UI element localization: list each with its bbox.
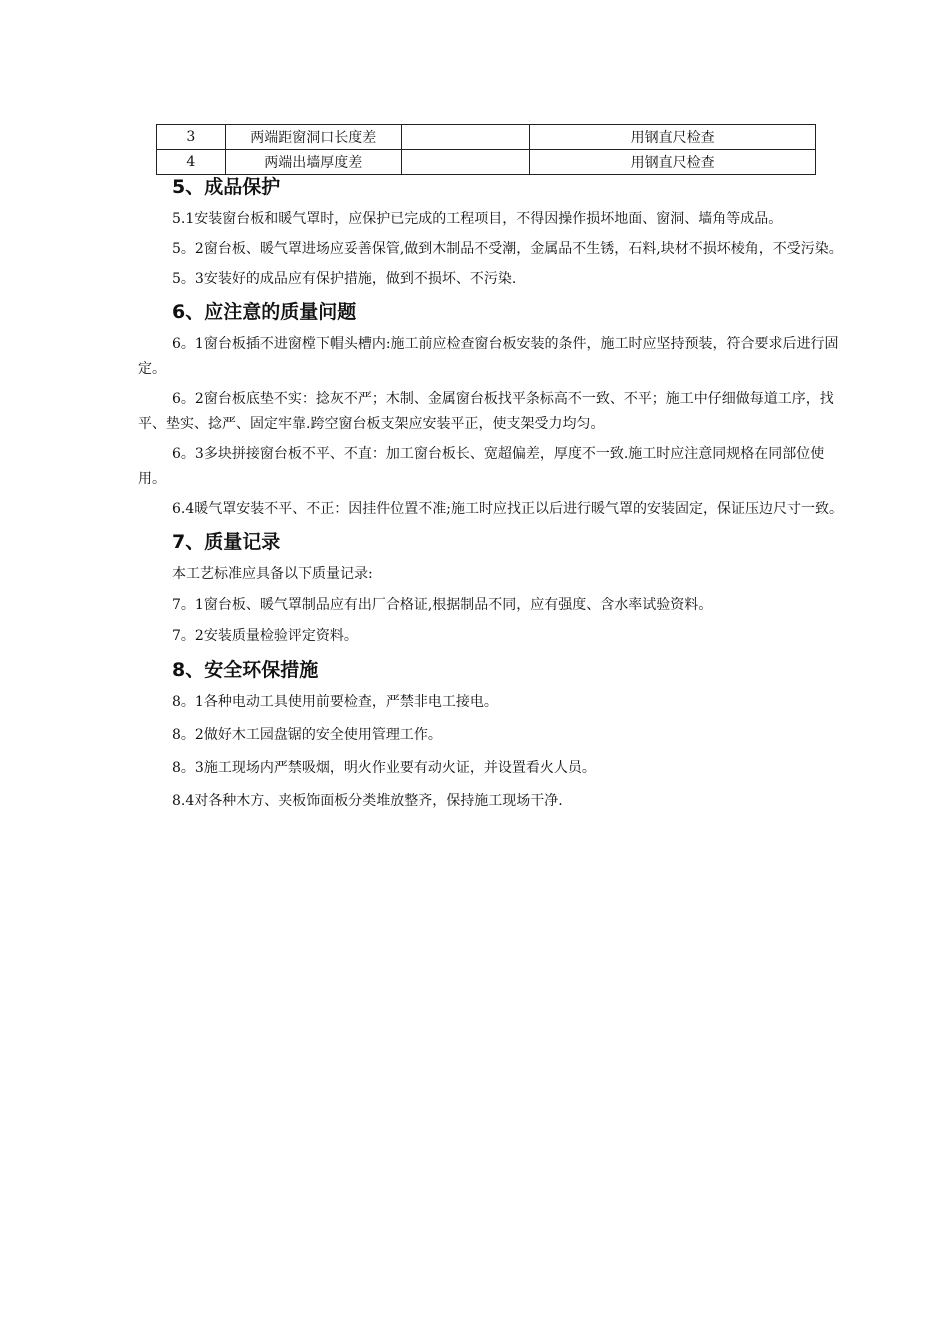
item-cell: 两端距窗洞口长度差	[225, 125, 401, 150]
paragraph: 5。3安装好的成品应有保护措施，做到不损坏、不污染.	[172, 271, 517, 287]
row-number-cell: 4	[157, 150, 226, 175]
method-cell: 用钢直尺检查	[530, 125, 816, 150]
table-row	[157, 125, 816, 150]
item-cell: 两端出墙厚度差	[225, 150, 401, 175]
paragraph: 6。3多块拼接窗台板不平、不直：加工窗台板长、宽超偏差，厚度不一致.施工时应注意同规格在同部位使用。	[138, 446, 825, 487]
paragraph: 6.4暖气罩安装不平、不正：因挂件位置不准;施工时应找正以后进行暖气罩的安装固定，保证压边尺寸一致。	[172, 501, 843, 517]
tolerance-cell	[401, 150, 529, 175]
paragraph: 6。1窗台板插不进窗樘下帽头槽内:施工前应检查窗台板安装的条件，施工时应坚持预装，符合要求后进行固定。	[138, 336, 839, 377]
paragraph: 8.4对各种木方、夹板饰面板分类堆放整齐，保持施工现场干净.	[172, 793, 563, 809]
table-row	[157, 150, 816, 175]
paragraph: 5.1安装窗台板和暖气罩时，应保护已完成的工程项目，不得因操作损坏地面、窗洞、墙角等成品。	[172, 211, 783, 227]
paragraph: 5。2窗台板、暖气罩进场应妥善保管,做到木制品不受潮，金属品不生锈，石料,块材不损坏棱角，不受污染。	[172, 241, 843, 257]
method-cell: 用钢直尺检查	[530, 150, 816, 175]
paragraph: 7。2安装质量检验评定资料。	[172, 628, 358, 644]
paragraph: 6。2窗台板底垫不实：捻灰不严；木制、金属窗台板找平条标高不一致、不平；施工中仔细做每道工序，找平、垫实、捻严、固定牢靠.跨空窗台板支架应安装平正，使支架受力均匀。	[138, 391, 834, 432]
paragraph: 8。1各种电动工具使用前要检查，严禁非电工接电。	[172, 694, 498, 710]
paragraph: 8。3施工现场内严禁吸烟，明火作业要有动火证，并设置看火人员。	[172, 760, 596, 776]
paragraph: 7。1窗台板、暖气罩制品应有出厂合格证,根据制品不同，应有强度、含水率试验资料。	[172, 597, 713, 613]
document-body	[138, 172, 848, 822]
section-title-quality-records: 7、质量记录	[172, 531, 281, 553]
section-title-quality-issues: 6、应注意的质量问题	[172, 301, 357, 323]
paragraph: 8。2做好木工园盘锯的安全使用管理工作。	[172, 727, 442, 743]
section-title-product-protection: 5、成品保护	[172, 176, 281, 198]
tolerance-cell	[401, 125, 529, 150]
paragraph: 本工艺标准应具备以下质量记录:	[172, 566, 373, 582]
section-title-safety-environment: 8、安全环保措施	[172, 659, 319, 681]
row-number-cell: 3	[157, 125, 226, 150]
inspection-table	[156, 124, 816, 175]
